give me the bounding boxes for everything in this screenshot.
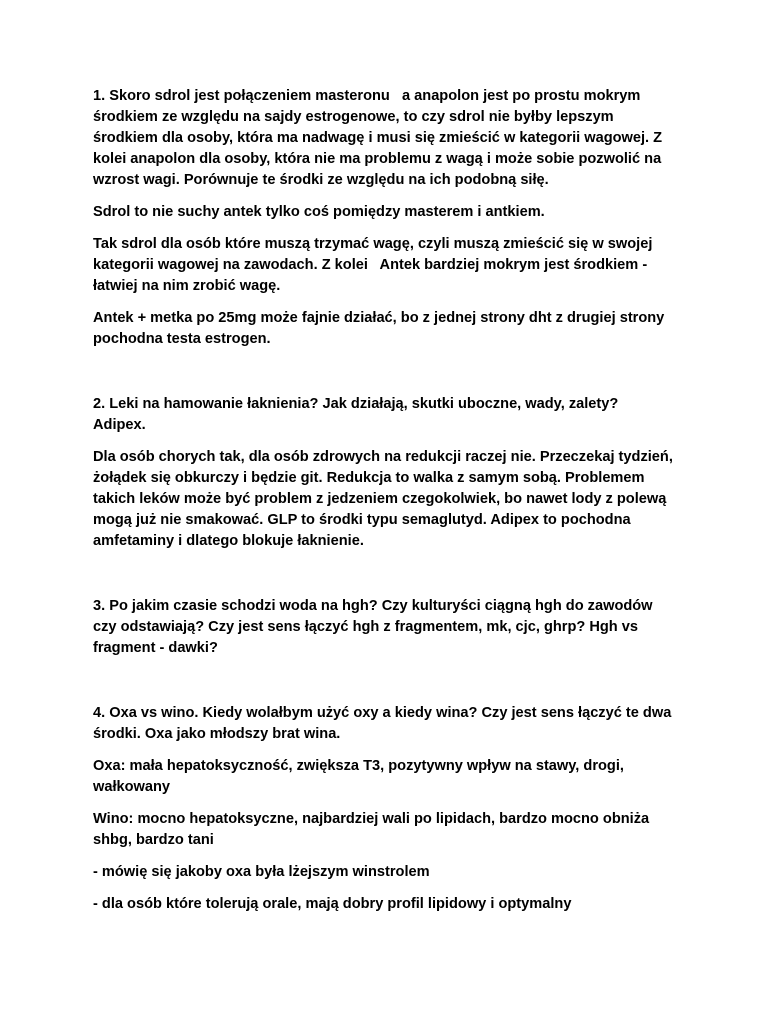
answer-paragraph: Oxa: mała hepatoksyczność, zwiększa T3, pozytywny wpływ na stawy, drogi, wałkowany <box>93 758 629 795</box>
section-4 <box>93 703 676 915</box>
section-spacer <box>93 563 673 596</box>
answer-paragraph: Wino: mocno hepatoksyczne, najbardziej wali po lipidach, bardzo mocno obniża shbg, bardzo tani <box>93 811 654 848</box>
bullet-paragraph: - dla osób które tolerują orale, mają dobry profil lipidowy i optymalny <box>93 896 572 912</box>
section-1 <box>93 86 673 350</box>
question-2-paragraph: 2. Leki na hamowanie łaknienia? Jak działają, skutki uboczne, wady, zalety? Adipex. <box>93 396 622 433</box>
section-2 <box>93 394 677 552</box>
answer-paragraph: Sdrol to nie suchy antek tylko coś pomiędzy masterem i antkiem. <box>93 204 545 220</box>
section-spacer <box>93 361 673 394</box>
question-3-paragraph: 3. Po jakim czasie schodzi woda na hgh? Czy kulturyści ciągną hgh do zawodów czy odstawiają? Czy jest sens łączyć hgh z fragmentem, mk, cjc, ghrp? Hgh vs fragment - dawki? <box>93 598 657 656</box>
question-4-paragraph: 4. Oxa vs wino. Kiedy wolałbym użyć oxy a kiedy wina? Czy jest sens łączyć te dwa środki. Oxa jako młodszy brat wina. <box>93 705 676 742</box>
bullet-paragraph: - mówię się jakoby oxa była lżejszym winstrolem <box>93 864 430 880</box>
answer-paragraph: Dla osób chorych tak, dla osób zdrowych na redukcji raczej nie. Przeczekaj tydzień, żołądek się obkurczy i będzie git. Redukcja to walka z samym sobą. Problemem takich leków może być problem z jedzeniem czegokolwiek, bo nawet lody z polewą mogą już nie smakować. GLP to środki typu semaglutyd. Adipex to pochodna amfetaminy i dlatego blokuje łaknienie. <box>93 449 677 549</box>
document-page <box>93 86 677 926</box>
section-3 <box>93 596 673 659</box>
question-1-paragraph: 1. Skoro sdrol jest połączeniem masteronu a anapolon jest po prostu mokrym środkiem ze względu na sajdy estrogenowe, to czy sdrol nie byłby lepszym środkiem dla osoby, która ma nadwagę i musi się zmieścić w kategorii wagowej. Z kolei anapolon dla osoby, która nie ma problemu z wagą i może sobie pozwolić na wzrost wagi. Porównuje te środki ze względu na ich podobną siłę. <box>93 88 667 188</box>
section-spacer <box>93 670 673 703</box>
answer-paragraph: Tak sdrol dla osób które muszą trzymać wagę, czyli muszą zmieścić się w swojej kategorii wagowej na zawodach. Z kolei Antek bardziej mokrym jest środkiem - łatwiej na nim zrobić wagę. <box>93 236 657 294</box>
answer-paragraph: Antek + metka po 25mg może fajnie działać, bo z jednej strony dht z drugiej strony pochodna testa estrogen. <box>93 310 669 347</box>
